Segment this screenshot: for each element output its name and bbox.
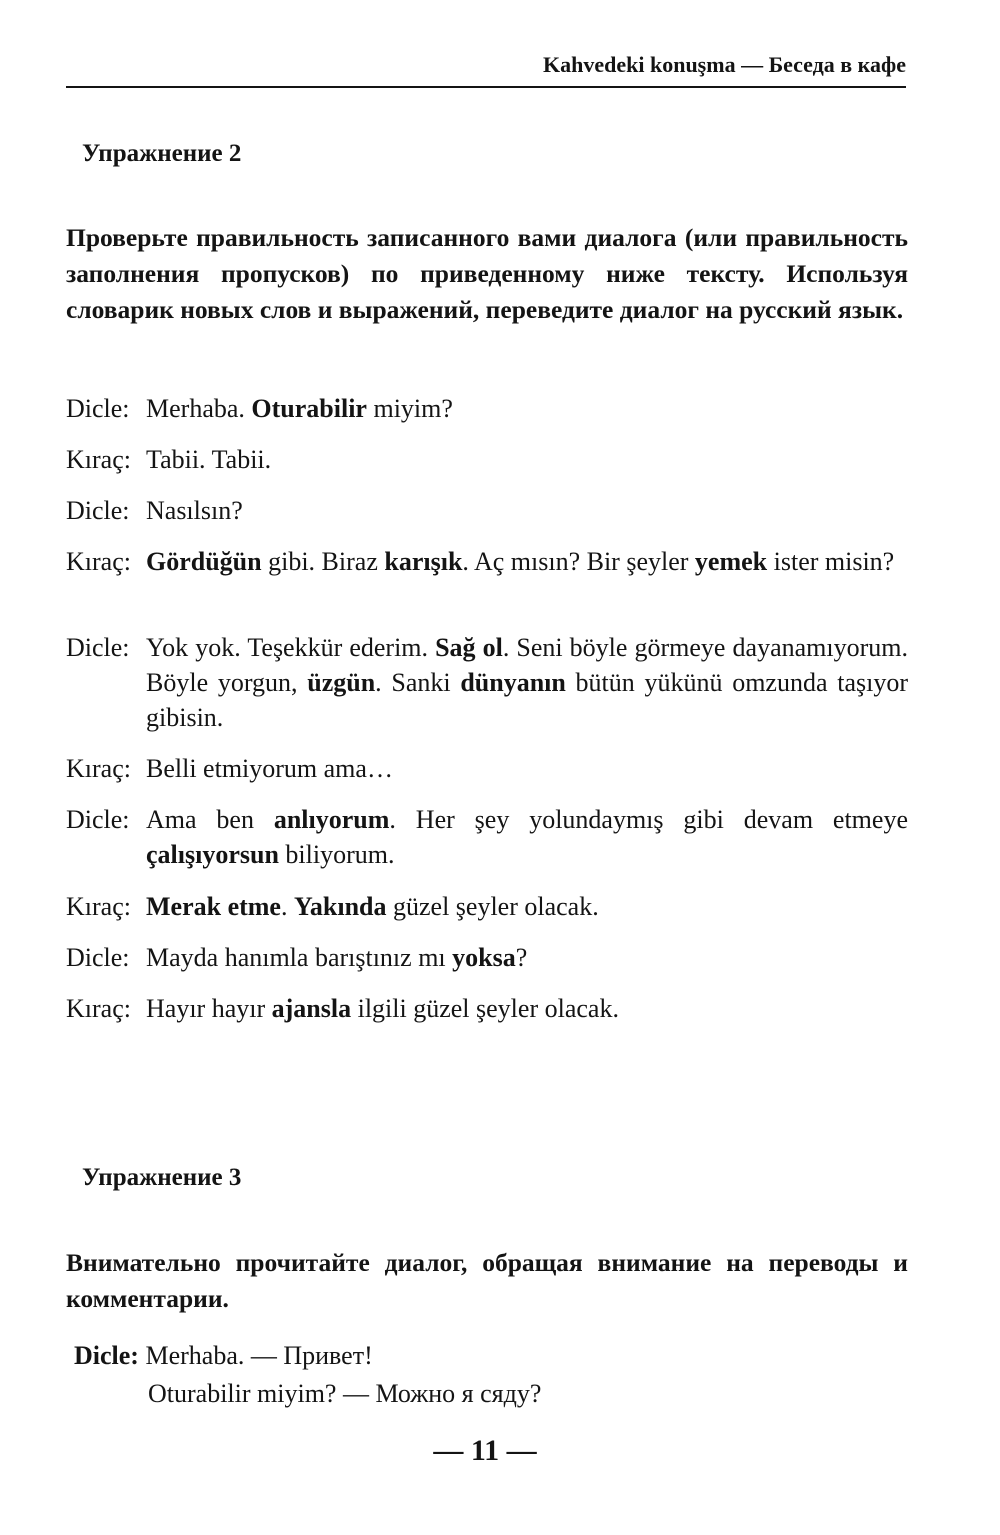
dialogue-text (146, 493, 908, 528)
dialogue-text (146, 630, 908, 735)
text-segment: ? (515, 943, 528, 972)
text-segment: Mayda hanımla barıştınız mı (146, 943, 453, 972)
dialogue-line (66, 391, 908, 426)
text-segment: Yok yok. Teşekkür ederim. (146, 633, 436, 662)
dialogue-line (66, 751, 908, 786)
dialogue-text (146, 391, 908, 426)
vocab-word: Yakında (293, 892, 387, 921)
text-segment: Ama ben (146, 805, 274, 834)
vocab-word: Oturabilir (251, 394, 367, 423)
exercise2-title: Упражнение 2 (82, 140, 242, 167)
dialogue-line (66, 802, 908, 872)
dialogue-text (146, 544, 908, 579)
speaker-label: Kıraç: (66, 892, 131, 921)
vocab-word: üzgün (307, 668, 376, 697)
dialogue-line (66, 544, 908, 579)
vocab-word: karışık (384, 547, 463, 576)
text-segment: . Aç mısın? Bir şeyler (462, 547, 695, 576)
dialogue-text (146, 991, 908, 1026)
text-segment: miyim? (366, 394, 453, 423)
speaker-label: Dicle: (66, 394, 130, 423)
text-segment: . Her şey yolundaymış gibi devam etmeye (389, 805, 908, 834)
text-segment: biliyorum. (278, 840, 395, 869)
exercise3-title: Упражнение 3 (82, 1164, 242, 1191)
text-segment: güzel şeyler olacak. (386, 892, 599, 921)
dialogue-text (146, 751, 908, 786)
speaker-label: Dicle: (66, 805, 130, 834)
text-segment: Hayır hayır (146, 994, 272, 1023)
dialogue-text (146, 442, 908, 477)
dialogue-text (146, 940, 908, 975)
vocab-word: ajansla (271, 994, 352, 1023)
exercise3-line-2: Oturabilir miyim? — Можно я сяду? (148, 1379, 542, 1408)
dialogue-line (66, 442, 908, 477)
vocab-word: yoksa (452, 943, 516, 972)
text-segment: . Seni böyle görmeye dayanamıyorum. Böyle yorgun, (146, 633, 908, 697)
dialogue-line (66, 493, 908, 528)
speaker-label: Kıraç: (66, 547, 131, 576)
dialogue-line (66, 991, 908, 1026)
speaker-label: Kıraç: (66, 754, 131, 783)
exercise2-instruction: Проверьте правильность записанного вами диалога (или правильность заполнения пропусков) по приведенному ниже тексту. Используя словарик новых слов и выражений, переведите диалог на русский язык. (66, 223, 908, 324)
vocab-word: Gördüğün (146, 547, 262, 576)
vocab-word: Merak etme (146, 892, 281, 921)
speaker-label: Kıraç: (66, 994, 131, 1023)
exercise3-text-1: Merhaba. — Привет! (138, 1341, 373, 1370)
text-segment: Belli etmiyorum ama… (146, 754, 393, 783)
speaker-label: Dicle: (66, 633, 130, 662)
vocab-word: çalışıyorsun (146, 840, 279, 869)
text-segment: gibi. Biraz (261, 547, 385, 576)
text-segment: ister misin? (767, 547, 895, 576)
vocab-word: anlıyorum (273, 805, 390, 834)
speaker-label: Dicle: (74, 1341, 139, 1370)
exercise3-line-1 (74, 1337, 908, 1375)
dialogue-text (146, 889, 908, 924)
dialogue-line (66, 940, 908, 975)
running-header: Kahvedeki konuşma — Беседа в кафе (543, 52, 906, 77)
exercise3-instruction: Внимательно прочитайте диалог, обращая внимание на переводы и комментарии. (66, 1248, 908, 1313)
page-number: — 11 — (433, 1434, 537, 1467)
vocab-word: Sağ ol (435, 633, 503, 662)
exercise3-dialogue (74, 1337, 908, 1413)
speaker-label: Dicle: (66, 496, 130, 525)
text-segment: bütün yükünü omzunda taşıyor gibisin. (146, 668, 908, 732)
text-segment: Tabii. Tabii. (146, 445, 272, 474)
vocab-word: yemek (694, 547, 768, 576)
vocab-word: dünyanın (460, 668, 566, 697)
speaker-label: Dicle: (66, 943, 130, 972)
header-rule (66, 86, 906, 88)
text-segment: . Sanki (375, 668, 461, 697)
dialogue-line (66, 889, 908, 924)
dialogue-text (146, 802, 908, 872)
text-segment: . (280, 892, 294, 921)
speaker-label: Kıraç: (66, 445, 131, 474)
text-segment: Merhaba. (146, 394, 252, 423)
text-segment: Nasılsın? (146, 496, 243, 525)
text-segment: ilgili güzel şeyler olacak. (351, 994, 619, 1023)
dialogue-line (66, 630, 908, 735)
